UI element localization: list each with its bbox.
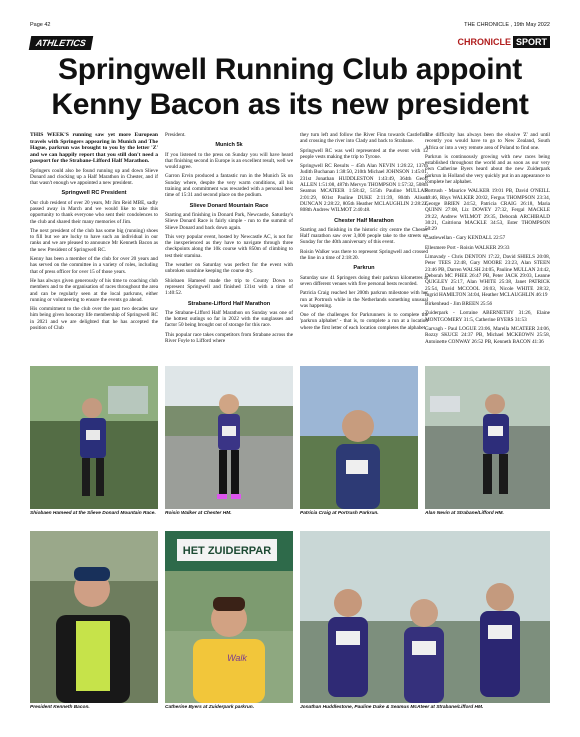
- headline-line-1: Springwell Running Club appoint: [58, 53, 522, 86]
- caption-patricia-craig: Patricia Craig at Portrush Parkrun.: [300, 511, 379, 516]
- paragraph: His commitment to the club over the past two decades saw him being given honorary life membership of Springwell RC in 2021 and we are delighted that he has accepted the position of Club: [30, 306, 158, 332]
- paragraph: The Strabane-Lifford Half Marathon on Sunday was one of the hottest outings so far in 2022 with the sunglasses and factor 50 being brought out of storage for this race.: [165, 309, 293, 329]
- photo-alan-nevin-image: [425, 366, 550, 509]
- photo-patricia-craig-image: [300, 366, 418, 509]
- subheading: Springwell RC President: [61, 190, 127, 197]
- paragraph: If you listened to the press on Sunday you will have heard that finishing second in Europe is an excellent result, well we would agree.: [165, 151, 293, 171]
- paragraph: The difficulty has always been the elusive 'Z' and until recently you would have to go to New Zealand, South Africa or into a very remote area of Poland to find one.: [425, 132, 550, 151]
- subheading: Slieve Donard Mountain Race: [189, 202, 269, 209]
- photo-shiobaen-hameed-image: [30, 366, 158, 509]
- paragraph: Our club resident of over 20 years, Mr Jim Reid MBE, sadly passed away in March and we would like to take this opportunity to thank everyone who sent their condolences to the club and shared their many memories of Jim.: [30, 199, 158, 225]
- page-number: Page 42: [30, 22, 51, 28]
- photo-group-strabane-image: [300, 531, 550, 703]
- paragraph: Springwell RC Results – 45th Alan NEVIN 1:26:22, 137th Judith Buchanan 1:38:50, 210th Michael JOHNSON 1:45:01, 231st Jonathan HUDDLESTON 1:43:49, 364th Geoff ALLEN 1:51:08, 487th Mervyn THOMPSON 1:57:32, 508th Seamus MCATEER 1:58:42, 515th Pauline MULLAN 2:01:29, 601st Pauline DUKE 2:11:39, 804th Alison DUNCAN 2:28:22, 805th Heather MCLAUGHLIN 2:28:22, 808th Andrew WILMOT 2:40:48.: [300, 163, 428, 214]
- caption-kenneth-bacon: President Kenneth Bacon.: [30, 705, 90, 710]
- paragraph: Springers could also be found running up and down Slieve Donard and clocking up a Half Marathon in Chester, and if that wasn't enough we appointed a new president.: [30, 167, 158, 187]
- paragraph: Saturday saw 41 Springers doing their parkrun kilometres at seven different venues with five personal bests recorded.: [300, 274, 428, 287]
- paragraph: Birkenhead - Jim BREEN 25:56: [425, 301, 493, 308]
- paragraph: Springwell RC was well represented at the event with 12 people vests making the trip to Tyrone.: [300, 147, 428, 160]
- photo-catherine-byers-image: [165, 531, 293, 703]
- lead-paragraph: THIS WEEK'S running saw yet more European travels with Springers appearing in Munich and The Hague, parkrun was brought to you by the letter 'Z' and we can happily report that you still don't need a passport for the Strabane-Lifford Half Marathon.: [30, 132, 158, 164]
- masthead-date: THE CHRONICLE , 19th May 2022: [464, 22, 550, 28]
- paragraph: Portrush - Maurice WALKER 19:01 PB, David O'NEILL 19:46, Rhys WALKER 20:02, Fergus THOMPSON 23:34, George BRIEN 24:52, Patricia CRAIG 26:18, Maria QUINN 27:08, Liz DOWEY 27:32, Fergal MACKLE 29:22, Andrew WILMOT 29:35, Deborah ARCHIBALD 30:21, Caitriona MACKLE 34:53, Ester THOMPSON 50:29: [425, 188, 550, 233]
- paragraph: The weather on Saturday was perfect for the event with unbroken sunshine keeping the course dry.: [165, 262, 293, 275]
- subheading: Chester Half Marathon: [334, 217, 394, 224]
- article-column-2: [165, 132, 293, 347]
- article-column-4: [425, 132, 550, 348]
- paragraph: He has always given generously of his time to coaching club members and to the organisation of races throughout the area and can be regularly seen at the local parkruns, either running or volunteering to ensure the events go ahead.: [30, 277, 158, 303]
- paragraph: Roisin Walker was there to represent Springwell and crossed the line in a time of 2:18:20.: [300, 248, 428, 262]
- subheading: Munich 5k: [215, 142, 243, 149]
- photo-roisin-walker: [165, 366, 293, 509]
- paragraph: Zuiderpark - Lorraine ABERNETHY 31:26, Elaine MONTGOMERY 31:5, Catherine BYERS 31:53: [425, 310, 550, 323]
- paragraph: This popular race takes competitors from Strabane across the River Foyle to Lifford where: [165, 331, 293, 345]
- shirt-text: Walk: [227, 653, 247, 663]
- zuiderpark-sign-text: HET ZUIDERPAR: [182, 545, 272, 557]
- photo-catherine-byers: [165, 531, 293, 703]
- brand-chronicle: CHRONICLE: [457, 37, 511, 47]
- paragraph: This very popular event, hosted by Newcastle AC, is not for the inexperienced as they have to navigate through three checkpoints along the 10k course with 850m of climbing to test their stamina.: [165, 233, 293, 259]
- paragraph: Castlewellan - Gary KENDALL 22:57: [425, 235, 506, 242]
- paragraph: Patricia Craig reached her 200th parkrun milestone with her run at Portrush while in the Netherlands something unusual was happening.: [300, 290, 428, 309]
- paragraph: Garron Ervin produced a fantastic run in the Munich 5k on Sunday where, despite the very warm conditions, all his training and commitment was rewarded with a personal best time of 15:31 and second place on the podium.: [165, 173, 293, 199]
- paragraph: Starting and finishing in Donard Park, Newcastle, Saturday's Slieve Donard Race is fairly simple - run to the summit of Slieve Donard and back down again.: [165, 211, 293, 231]
- caption-shiobaen-hameed: Shiobaen Hameed at the Slieve Donard Mountain Race.: [30, 511, 156, 516]
- paragraph: The next president of the club has some big (running) shoes to fill but we are lucky to have such an individual in our ranks and we are pleased to announce Mr Kenneth Bacon as the new President of Springwell RC.: [30, 227, 158, 253]
- photo-patricia-craig: [300, 366, 418, 509]
- paragraph: Shiobaen Hameed made the trip to County Down to represent Springwell and finished 131st with a time of 1:40:52.: [165, 277, 293, 297]
- paragraph: Limavady - Chris DENTON 17:22, David SHIELS 20:08, Peter TEES 22:48, Gary MOORE 23:23, Alan STEEN 23:46 PB, Darren WALSH 24:05, Pauline MULLAN 24:42, Deborah MC PHEE 26:47 PB, Peter JACK 29:03, Leanne QUIGLEY 25:17, Alan WHITE 25:38, Janet PATRICK 25:54, David MCCOOL 26:03, Nicole WHITE 28:32, Ingrid HAMILTON 34:04, Heather MCLAUGHLIN 46:19: [425, 254, 550, 298]
- paragraph: they turn left and follow the River Finn towards Castlefinn and crossing the river into Clady and back to Strabane.: [300, 132, 428, 145]
- brand-sport: SPORT: [513, 36, 550, 48]
- photo-group-strabane: [300, 531, 550, 703]
- article-headline: [30, 52, 550, 122]
- photo-alan-nevin: [425, 366, 550, 509]
- section-tag: ATHLETICS: [29, 36, 93, 50]
- headline-line-2: Kenny Bacon as its new president: [51, 88, 529, 121]
- photo-roisin-walker-image: [165, 366, 293, 509]
- paragraph: Ellesmere Port - Roisin WALKER 29:33: [425, 244, 510, 251]
- paragraph: Starting and finishing in the historic city centre the Chester Half marathon saw over 3,000 people take to the streets on Sunday for the 40th anniversary of this event.: [300, 226, 428, 246]
- paragraph: President.: [165, 132, 186, 138]
- caption-group-strabane: Jonathan Huddlestone, Pauline Duke & Seamus McAteer at Strabane/Lifford HM.: [300, 705, 484, 710]
- photo-kenneth-bacon: [30, 531, 158, 703]
- section-brand-row: [30, 36, 550, 50]
- paragraph: One of the challenges for Parkrunners is to complete the 'parkrun alphabet' - that is, to complete a run at a location where the first letter of each location completes the alphabet.: [300, 312, 428, 331]
- paragraph: Kenny has been a member of the club for over 20 years and has served on the committee in a variety of roles, including that of press officer for over 15 of those years.: [30, 256, 158, 275]
- photo-kenneth-bacon-image: [30, 531, 158, 703]
- caption-alan-nevin: Alan Nevin at Strabane/Lifford HM.: [425, 511, 504, 516]
- page-header-bar: [30, 22, 550, 32]
- photo-shiobaen-hameed: [30, 366, 158, 509]
- caption-catherine-byers: Catherine Byers at Zuiderpark parkrun.: [165, 705, 255, 710]
- caption-roisin-walker: Roisin Walker at Chester HM.: [165, 511, 232, 516]
- chronicle-sport-logo: [457, 37, 550, 47]
- subheading: Parkrun: [353, 265, 375, 272]
- article-column-1: [30, 132, 158, 334]
- paragraph: Garvagh - Paul LOGUE 23:06, Marella MCATEER 24:06, Rozzy SKUCE 24:37 PB, Michael MCKEOWN 25:58, Antoinette CONWAY 26:52 PB, Kenneth BACON 41:36: [425, 326, 550, 345]
- paragraph: Parkrun is continuously growing with new races being established throughout the world and as soon as our very own Catherine Byers heard about the new Zuiderpark parkrun in Holland she very quickly put in an appearance to complete her alphabet.: [425, 153, 550, 186]
- article-column-3: [300, 132, 428, 334]
- subheading: Strabane-Lifford Half Marathon: [187, 300, 271, 307]
